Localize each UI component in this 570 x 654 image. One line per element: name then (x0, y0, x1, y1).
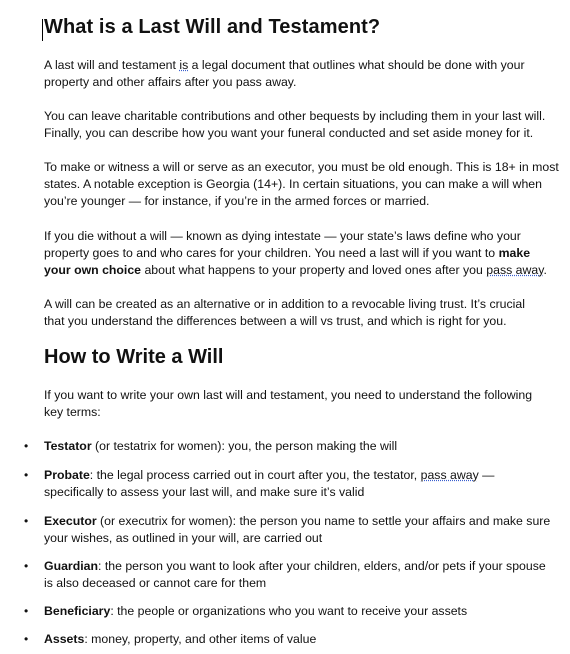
text-line: Testator (or testatrix for women): you, the person making the will (44, 439, 398, 453)
text-line: your wishes, as outlined in your will, are carried out (44, 531, 323, 545)
text-line: You can leave charitable contributions and other bequests by including them in your last will. (44, 109, 546, 123)
list-item-beneficiary (24, 603, 554, 620)
text-line: Finally, you can describe how you want your funeral conducted and set aside money for it. (44, 126, 534, 140)
section-heading: How to Write a Will (44, 346, 224, 368)
text-line: Guardian: the person you want to look after your children, elders, and/or pets if your spouse (44, 559, 546, 573)
list-item-testator (24, 438, 554, 455)
paragraph-bequests (44, 108, 559, 142)
text-line: specifically to assess your last will, and make sure it’s valid (44, 485, 365, 499)
bullet-icon: • (24, 439, 29, 453)
text-line: property goes to and who cares for your children. You need a last will if you want to make (44, 246, 531, 260)
text-cursor (42, 19, 43, 41)
grammar-flag[interactable]: pass away (486, 263, 544, 277)
bullet-icon: • (24, 514, 29, 528)
text-line: you’re younger — for instance, if you’re in the armed forces or married. (44, 194, 430, 208)
text-line: key terms: (44, 405, 101, 419)
bullet-icon: • (24, 559, 29, 573)
list-item-probate (24, 467, 554, 501)
list-item-assets (24, 631, 554, 648)
paragraph-key-terms-intro (44, 387, 559, 421)
text-line: Assets: money, property, and other items of value (44, 632, 317, 646)
bullet-icon: • (24, 632, 29, 646)
bullet-icon: • (24, 604, 29, 618)
grammar-flag[interactable]: is (179, 58, 189, 72)
page-title: What is a Last Will and Testament? (44, 16, 381, 38)
text-line: that you understand the differences between a will vs trust, and which is right for you. (44, 314, 507, 328)
list-item-executor (24, 513, 554, 547)
paragraph-intestate (44, 228, 559, 279)
text-line: Beneficiary: the people or organizations who you want to receive your assets (44, 604, 468, 618)
text-line: Executor (or executrix for women): the person you name to settle your affairs and make sure (44, 514, 551, 528)
paragraph-age-requirement (44, 159, 559, 210)
paragraph-will-vs-trust (44, 296, 559, 330)
list-item-guardian (24, 558, 554, 592)
paragraph-definition (44, 57, 559, 91)
grammar-flag[interactable]: pass away (420, 468, 479, 482)
text-line: A last will and testament is a legal document that outlines what should be done with your (44, 58, 525, 72)
text-line: Probate: the legal process carried out in court after you, the testator, pass away — (44, 468, 495, 482)
text-line: is also deceased or cannot care for them (44, 576, 267, 590)
text-line: If you want to write your own last will and testament, you need to understand the following (44, 388, 533, 402)
text-line: If you die without a will — known as dying intestate — your state’s laws define who your (44, 229, 521, 243)
text-line: property and other affairs after you pass away. (44, 75, 297, 89)
text-line: states. A notable exception is Georgia (14+). In certain situations, you can make a will when (44, 177, 542, 191)
text-line: To make or witness a will or serve as an executor, you must be old enough. This is 18+ in most (44, 160, 559, 174)
bullet-icon: • (24, 468, 29, 482)
text-line: your own choice about what happens to your property and loved ones after you pass away. (44, 263, 547, 277)
text-line: A will can be created as an alternative or in addition to a revocable living trust. It’s crucial (44, 297, 525, 311)
